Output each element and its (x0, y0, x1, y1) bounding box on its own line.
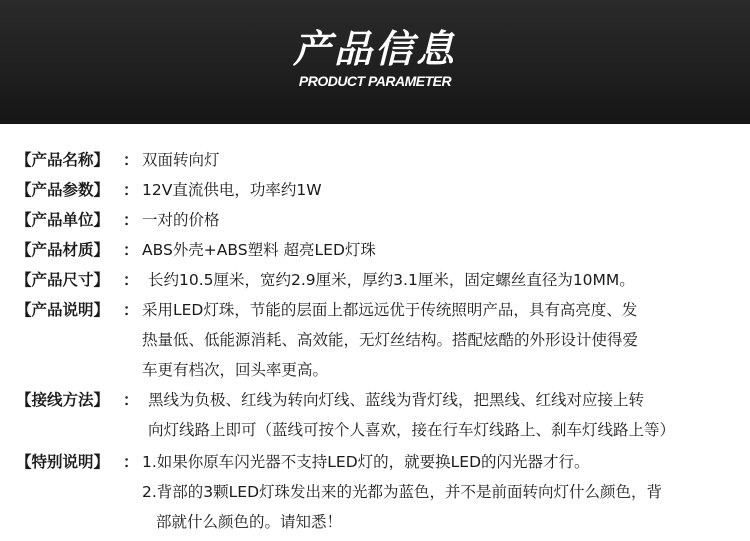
page-title: 产品信息 (292, 27, 457, 71)
param-value: 一对的价格 (142, 211, 220, 229)
param-value-continued: 热量低、低能源消耗、高效能，无灯丝结构。搭配炫酷的外形设计使得爱 (142, 331, 639, 349)
param-label: 【产品说明】 (16, 301, 110, 319)
param-value-continued: 2.背部的3颗LED灯珠发出来的光都为蓝色，并不是前面转向灯什么颜色，背 (142, 483, 663, 501)
param-label: 【特别说明】 (16, 453, 110, 471)
param-value: 1.如果你原车闪光器不支持LED灯的，就要换LED的闪光器才行。 (142, 453, 590, 471)
param-label: 【接线方法】 (16, 391, 110, 409)
param-separator: ： (123, 453, 139, 471)
param-value: ABS外壳+ABS塑料 超亮LED灯珠 (142, 241, 376, 259)
param-value: 长约10.5厘米，宽约2.9厘米，厚约3.1厘米，固定螺丝直径为10MM。 (148, 271, 635, 289)
param-separator: ： (123, 181, 139, 199)
param-label: 【产品尺寸】 (16, 271, 110, 289)
param-value-continued: 部就什么颜色的。请知悉！ (156, 513, 343, 531)
param-separator: ： (123, 241, 139, 259)
param-separator: ： (123, 271, 139, 289)
page-subtitle: PRODUCT PARAMETER (298, 73, 452, 89)
param-label: 【产品名称】 (16, 151, 110, 169)
param-value: 黑线为负极、红线为转向灯线、蓝线为背灯线，把黑线、红线对应接上转 (148, 391, 645, 409)
param-label: 【产品材质】 (16, 241, 110, 259)
param-value-continued: 车更有档次，回头率更高。 (142, 361, 329, 379)
param-value: 采用LED灯珠，节能的层面上都远远优于传统照明产品，具有高亮度、发 (142, 301, 638, 319)
param-separator: ： (123, 151, 139, 169)
param-value-continued: 向灯线路上即可（蓝线可按个人喜欢，接在行车灯线路上、刹车灯线路上等） (148, 421, 676, 439)
param-value: 双面转向灯 (142, 151, 220, 169)
param-value: 12V直流供电，功率约1W (142, 181, 322, 199)
param-label: 【产品单位】 (16, 211, 110, 229)
param-separator: ： (123, 211, 139, 229)
header-banner (0, 0, 750, 124)
param-label: 【产品参数】 (16, 181, 110, 199)
param-separator: ： (123, 391, 139, 409)
param-separator: ： (123, 301, 139, 319)
